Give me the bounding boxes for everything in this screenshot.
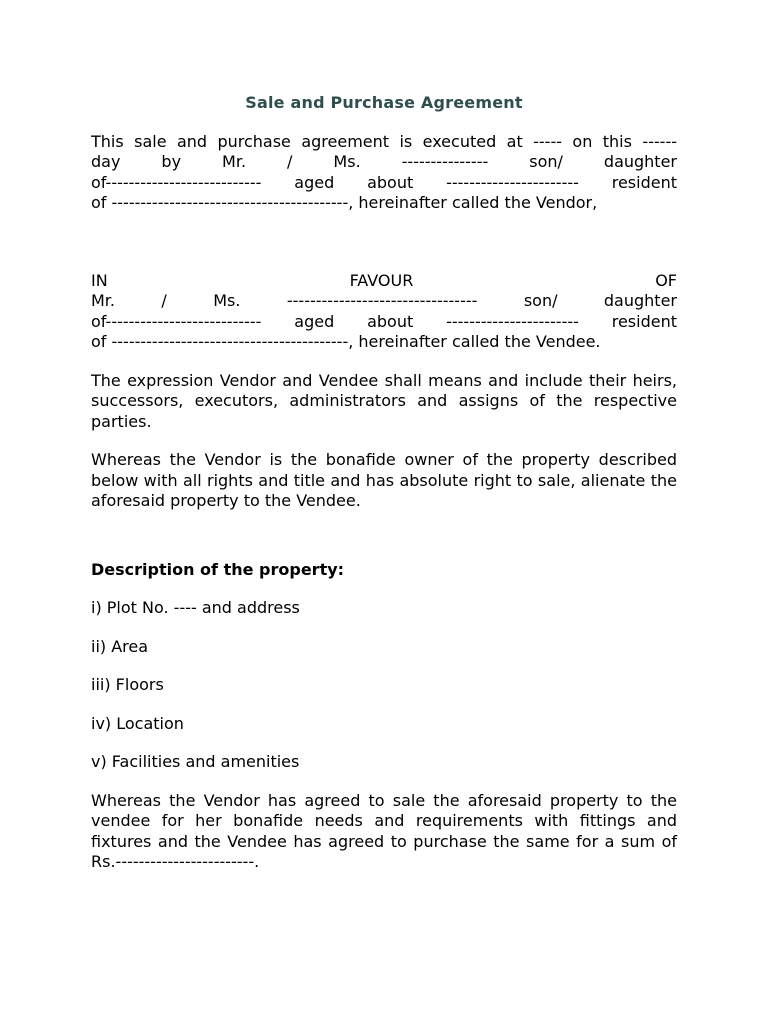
favour-line-4: of -----------------------------------------, hereinafter called the Vendee. [91,332,601,351]
description-heading: Description of the property: [91,559,345,579]
description-item-facilities: v) Facilities and amenities [91,752,300,771]
expression-paragraph: The expression Vendor and Vendee shall means and include their heirs, successors, executors, administrators and assigns of the respective parties. [91,370,677,431]
intro-paragraph [91,132,677,214]
favour-line-2: Mr. / Ms. --------------------------------- son/ daughter [91,291,677,310]
favour-paragraph [91,271,677,353]
description-item-location: iv) Location [91,713,184,733]
intro-line-2: day by Mr. / Ms. --------------- son/ daughter [91,152,677,171]
description-item-plot: i) Plot No. ---- and address [91,598,300,617]
document-page [91,93,677,873]
favour-line-3: of--------------------------- aged about ----------------------- resident [91,311,677,331]
favour-line-1: IN FAVOUR OF [91,270,677,290]
intro-line-1: This sale and purchase agreement is executed at ----- on this ------ [91,131,677,151]
whereas-paragraph-2: Whereas the Vendor has agreed to sale the aforesaid property to the vendee for her bonafide needs and requirements with fittings and fixtures and the Vendee has agreed to purchase the same for a sum of Rs.------------------------. [91,790,677,871]
intro-line-3: of--------------------------- aged about ----------------------- resident [91,172,677,192]
description-item-area: ii) Area [91,636,149,656]
document-title: Sale and Purchase Agreement [245,93,523,112]
whereas-paragraph-1: Whereas the Vendor is the bonafide owner of the property described below with all rights and title and has absolute right to sale, alienate the aforesaid property to the Vendee. [91,450,677,510]
description-item-floors: iii) Floors [91,675,164,694]
intro-line-4: of -----------------------------------------, hereinafter called the Vendor, [91,193,598,212]
